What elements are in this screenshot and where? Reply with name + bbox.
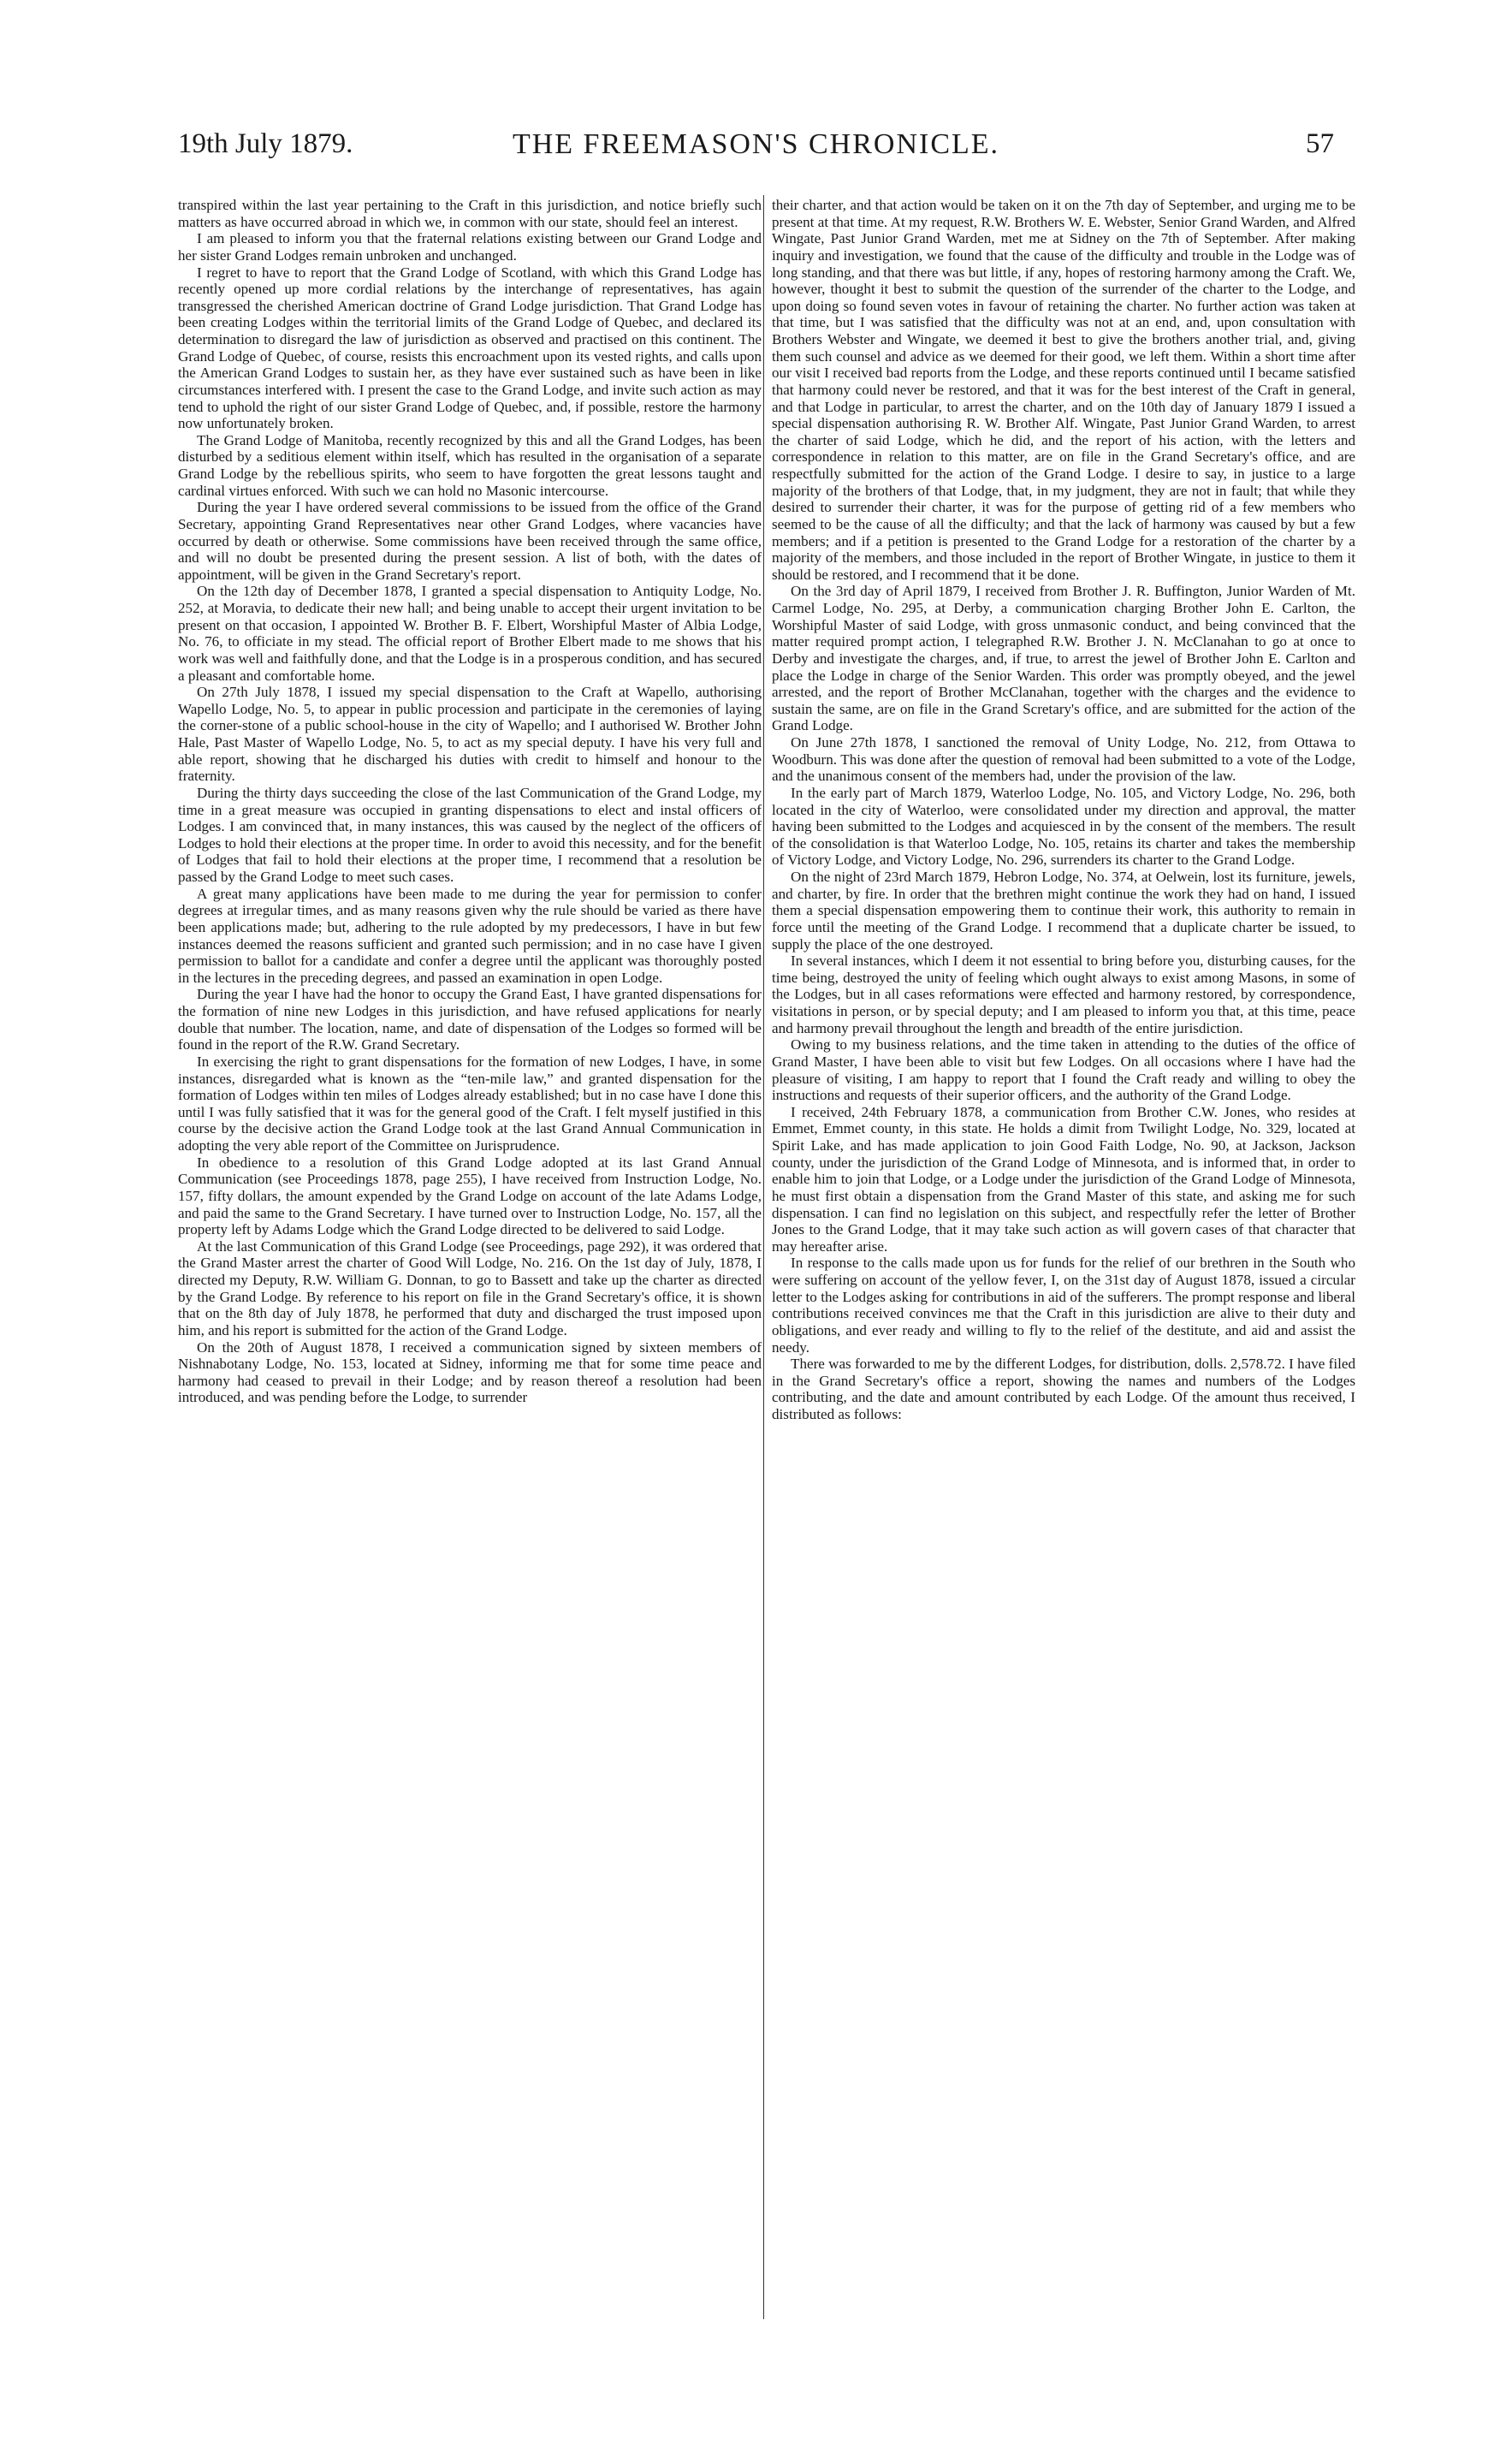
paragraph: In the early part of March 1879, Waterloo Lodge, No. 105, and Victory Lodge, No. 296, both located in the city of Waterloo, were consolidated under my direction and approval, the matter having been submitted to the Lodges and acquiesced in by the consent of the members. The result of the consolidation is that Waterloo Lodge, No. 105, retains its charter and takes the membership of Victory Lodge, and Victory Lodge, No. 296, surrenders its charter to the Grand Lodge. bbox=[772, 784, 1355, 869]
paragraph: On the 12th day of December 1878, I granted a special dispensation to Antiquity Lodge, No. 252, at Moravia, to dedicate their new hall; and being unable to accept their urgent invitation to be present on that occasion, I appointed W. Brother B. F. Elbert, Worshipful Master of Albia Lodge, No. 76, to officiate in my stead. The official report of Brother Elbert made to me shows that his work was well and faithfully done, and that the Lodge is in a prosperous condition, and has secured a pleasant and comfortable home. bbox=[178, 583, 762, 684]
issue-date: 19th July 1879. bbox=[178, 128, 353, 159]
paragraph: During the year I have ordered several commissions to be issued from the office of the Grand Secretary, appointing Grand Representatives near other Grand Lodges, where vacancies have occurred by death or otherwise. Some commissions have been received through the same office, and will no doubt be presented during the present session. A list of both, with the dates of appointment, will be given in the Grand Secretary's report. bbox=[178, 499, 762, 583]
paragraph: The Grand Lodge of Manitoba, recently recognized by this and all the Grand Lodges, has been disturbed by a seditious element within itself, which has resulted in the organisation of a separate Grand Lodge by the rebellious spirits, who seem to have forgotten the great lessons taught and cardinal virtues enforced. With such we can hold no Masonic intercourse. bbox=[178, 431, 762, 499]
paragraph: In several instances, which I deem it not essential to bring before you, disturbing causes, for the time being, destroyed the unity of feeling which ought always to exist among Masons, in some of the Lodges, but in all cases reformations were effected and harmony restored, by correspondence, visitations in person, or by special deputy; and I am pleased to inform you that, at this time, peace and harmony prevail throughout the length and breadth of the entire jurisdiction. bbox=[772, 952, 1355, 1036]
paragraph: In obedience to a resolution of this Grand Lodge adopted at its last Grand Annual Communication (see Proceedings 1878, page 255), I have received from Instruction Lodge, No. 157, fifty dollars, the amount expended by the Grand Lodge on account of the late Adams Lodge, and paid the same to the Grand Secretary. I have turned over to Instruction Lodge, No. 157, all the property left by Adams Lodge which the Grand Lodge directed to be delivered to said Lodge. bbox=[178, 1154, 762, 1238]
paragraph: On the 20th of August 1878, I received a communication signed by sixteen members of Nishnabotany Lodge, No. 153, located at Sidney, informing me that for some time peace and harmony had ceased to prevail in their Lodge; and by reason thereof a resolution had been introduced, and was pending before the Lodge, to surrender bbox=[178, 1338, 762, 1406]
paragraph: their charter, and that action would be taken on it on the 7th day of September, and urging me to be present at that time. At my request, R.W. Brothers W. E. Webster, Senior Grand Warden, and Alfred Wingate, Past Junior Grand Warden, met me at Sidney on the 7th of September. After making inquiry and investigation, we found that the cause of the difficulty and trouble in the Lodge was of long standing, and that there was but little, if any, hopes of restoring harmony among the Craft. We, however, thought it best to submit the question of the surrender of the charter to the Lodge, and upon doing so found seven votes in favour of retaining the charter. No further action was taken at that time, but I was satisfied that the difficulty was not at an end, and, upon consultation with Brothers Webster and Wingate, we deemed it best to give the brothers another trial, and, giving them such counsel and advice as we deemed for their good, we left them. Within a short time after our visit I received bad reports from the Lodge, and these reports continued until I became satisfied that harmony could never be restored, and that it was for the best interest of the Craft in general, and that Lodge in particular, to arrest the charter, and on the 10th day of January 1879 I issued a special dispensation authorising R. W. Brother Alf. Wingate, Past Junior Grand Warden, to arrest the charter of said Lodge, which he did, and the report of his action, with the letters and correspondence in relation to this matter, are on file in the Grand Secretary's office, and are respectfully submitted for the action of the Grand Lodge. I desire to say, in justice to a large majority of the brothers of that Lodge, that, in my judgment, they are not in fault; that while they desired to surrender their charter, it was for the purpose of getting rid of a few members who seemed to be the cause of all the difficulty; and that the lack of harmony was caused by but a few members; and if a petition is presented to the Grand Lodge for a restoration of the charter by a majority of the members, and those included in the report of Brother Wingate, in justice to them it should be restored, and I recommend that it be done. bbox=[772, 197, 1355, 583]
right-column bbox=[772, 197, 1355, 1423]
paragraph: Owing to my business relations, and the time taken in attending to the duties of the office of Grand Master, I have been able to visit but few Lodges. On all occasions where I have had the pleasure of visiting, I am happy to report that I found the Craft ready and willing to obey the instructions and requests of their superior officers, and the authority of the Grand Lodge. bbox=[772, 1036, 1355, 1104]
paragraph: On June 27th 1878, I sanctioned the removal of Unity Lodge, No. 212, from Ottawa to Woodburn. This was done after the question of removal had been submitted to a vote of the Lodge, and the unanimous consent of the members had, under the provision of the law. bbox=[772, 734, 1355, 785]
paragraph: During the thirty days succeeding the close of the last Communication of the Grand Lodge, my time in a great measure was occupied in granting dispensations to elect and instal officers of Lodges. I am convinced that, in many instances, this was caused by the neglect of the officers of Lodges to hold their elections at the proper time. In order to avoid this necessity, and for the benefit of Lodges that fail to hold their elections at the proper time, I recommend that a resolution be passed by the Grand Lodge to meet such cases. bbox=[178, 784, 762, 885]
paragraph: In exercising the right to grant dispensations for the formation of new Lodges, I have, in some instances, disregarded what is known as the “ten-mile law,” and granted dispensation for the formation of Lodges within ten miles of Lodges already established; but in no case have I done this until I was fully satisfied that it was for the general good of the Craft. I felt myself justified in this course by the decisive action the Grand Lodge took at the last Grand Annual Communication in adopting the very able report of the Committee on Jurisprudence. bbox=[178, 1053, 762, 1154]
paragraph: I received, 24th February 1878, a communication from Brother C.W. Jones, who resides at Emmet, Emmet county, in this state. He holds a dimit from Twilight Lodge, No. 329, located at Spirit Lake, and has made application to join Good Faith Lodge, No. 90, at Jackson, Jackson county, under the jurisdiction of the Grand Lodge of Minnesota, and is informed that, in order to enable him to join that Lodge, or a Lodge under the jurisdiction of the Grand Lodge of Minnesota, he must first obtain a dispensation from the Grand Master of this state, and asking me for such dispensation. I can find no legislation on this subject, and respectfully refer the letter of Brother Jones to the Grand Lodge, that it may take such action as will govern cases of that character that may hereafter arise. bbox=[772, 1103, 1355, 1255]
page-header bbox=[178, 128, 1334, 171]
paragraph: On 27th July 1878, I issued my special dispensation to the Craft at Wapello, authorising Wapello Lodge, No. 5, to appear in public procession and participate in the ceremonies of laying the corner-stone of a public school-house in the city of Wapello; and I authorised W. Brother John Hale, Past Master of Wapello Lodge, No. 5, to act as my special deputy. I have his very full and able report, showing that he discharged his duties with credit to himself and honour to the fraternity. bbox=[178, 684, 762, 785]
masthead-title: THE FREEMASON'S CHRONICLE. bbox=[512, 128, 1000, 160]
column-divider bbox=[763, 195, 764, 2319]
paragraph: transpired within the last year pertaining to the Craft in this jurisdiction, and notice briefly such matters as have occurred abroad in which we, in common with our state, should feel an interest. bbox=[178, 197, 762, 230]
paragraph: On the night of 23rd March 1879, Hebron Lodge, No. 374, at Oelwein, lost its furniture, jewels, and charter, by fire. In order that the brethren might continue the work they had on hand, I issued them a special dispensation empowering them to continue their work, this authority to remain in force until the meeting of the Grand Lodge. I recommend that a duplicate charter be issued, to supply the place of the one destroyed. bbox=[772, 869, 1355, 952]
left-column bbox=[178, 197, 762, 1406]
paragraph: At the last Communication of this Grand Lodge (see Proceedings, page 292), it was ordered that the Grand Master arrest the charter of Good Will Lodge, No. 216. On the 1st day of July, 1878, I directed my Deputy, R.W. William G. Donnan, to go to Bassett and take up the charter as directed by the Grand Lodge. By reference to his report on file in the Grand Secretary's office, it is shown that on the 8th day of July 1878, he performed that duty and discharged the trust imposed upon him, and his report is submitted for the action of the Grand Lodge. bbox=[178, 1237, 762, 1338]
paragraph: I am pleased to inform you that the fraternal relations existing between our Grand Lodge and her sister Grand Lodges remain unbroken and unchanged. bbox=[178, 230, 762, 264]
paragraph: In response to the calls made upon us for funds for the relief of our brethren in the South who were suffering on account of the yellow fever, I, on the 31st day of August 1878, issued a circular letter to the Lodges asking for contributions in aid of the sufferers. The prompt response and liberal contributions received convinces me that the Craft in this jurisdiction are alive to their duty and obligations, and ever ready and willing to fly to the relief of the destitute, and aid and assist the needy. bbox=[772, 1255, 1355, 1356]
paragraph: I regret to have to report that the Grand Lodge of Scotland, with which this Grand Lodge has recently opened up more cordial relations by the interchange of representatives, has again transgressed the cherished American doctrine of Grand Lodge jurisdiction. That Grand Lodge has been creating Lodges within the territorial limits of the Grand Lodge of Quebec, and declared its determination to disregard the law of jurisdiction as observed and practised on this continent. The Grand Lodge of Quebec, of course, resists this encroachment upon its vested rights, and calls upon the American Grand Lodges to sustain her, as they have ever sustained such as have been in like circumstances interfered with. I present the case to the Grand Lodge, and invite such action as may tend to uphold the right of our sister Grand Lodge of Quebec, and, if possible, restore the harmony now unfortunately broken. bbox=[178, 264, 762, 432]
paragraph: During the year I have had the honor to occupy the Grand East, I have granted dispensations for the formation of nine new Lodges in this jurisdiction, and have refused applications for nearly double that number. The location, name, and date of dispensation of the Lodges so formed will be found in the report of the R.W. Grand Secretary. bbox=[178, 986, 762, 1053]
page-number: 57 bbox=[1306, 128, 1334, 159]
paragraph: There was forwarded to me by the different Lodges, for distribution, dolls. 2,578.72. I have filed in the Grand Secretary's office a report, showing the names and numbers of the Lodges contributing, and the date and amount contributed by each Lodge. Of the amount thus received, I distributed as follows: bbox=[772, 1356, 1355, 1422]
paragraph: On the 3rd day of April 1879, I received from Brother J. R. Buffington, Junior Warden of Mt. Carmel Lodge, No. 295, at Derby, a communication charging Brother John E. Carlton, the Worshipful Master of said Lodge, with gross unmasonic conduct, and being convinced that the matter required prompt action, I telegraphed R.W. Brother J. N. McClanahan to go at once to Derby and investigate the charges, and, if true, to arrest the jewel of Brother John E. Carlton and place the Lodge in charge of the Senior Warden. This order was promptly obeyed, and the jewel arrested, and the report of Brother McClanahan, together with the charges and the evidence to sustain the same, are on file in the Grand Scretary's office, and are submitted for the action of the Grand Lodge. bbox=[772, 583, 1355, 734]
paragraph: A great many applications have been made to me during the year for permission to confer degrees at irregular times, and as many reasons given why the rule should be varied as there have been applications made; but, adhering to the rule adopted by my predecessors, I have in but few instances deemed the reasons sufficient and granted such permission; and in no case have I given permission to ballot for a candidate and confer a degree until the applicant was thoroughly posted in the lectures in the preceding degrees, and passed an examination in open Lodge. bbox=[178, 885, 762, 986]
